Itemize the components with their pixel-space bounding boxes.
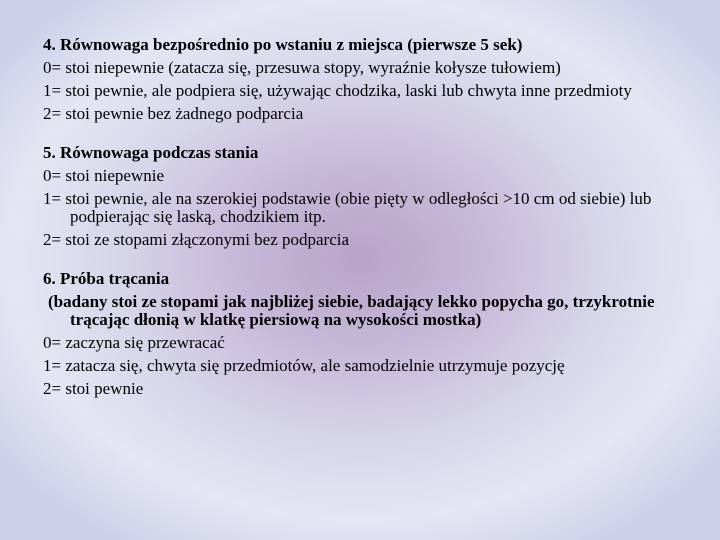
score-option-1: 1= stoi pewnie, ale na szerokiej podstawie (obie pięty w odległości >10 cm od siebie) lub podpierając się laską, chodzikiem itp. — [43, 189, 652, 226]
section-title: 4. Równowaga bezpośrednio po wstaniu z miejsca (pierwsze 5 sek) — [43, 35, 523, 54]
score-option-1: 1= zatacza się, chwyta się przedmiotów, ale samodzielnie utrzymuje pozycję — [43, 356, 565, 375]
section-6-nudge-test — [43, 270, 693, 398]
score-option-0: 0= stoi niepewnie — [43, 166, 165, 185]
section-4-balance-after-standing — [43, 36, 693, 123]
score-option-2: 2= stoi ze stopami złączonymi bez podparcia — [43, 230, 350, 249]
slide-content — [43, 36, 693, 403]
section-note: (badany stoi ze stopami jak najbliżej siebie, badający lekko popycha go, trzykrotnie trącając dłonią w klatkę piersiową na wysokości mostka) — [48, 292, 655, 329]
score-option-0: 0= zaczyna się przewracać — [43, 333, 225, 352]
score-option-2: 2= stoi pewnie — [43, 379, 144, 398]
score-option-1: 1= stoi pewnie, ale podpiera się, używając chodzika, laski lub chwyta inne przedmioty — [43, 81, 632, 100]
section-title: 6. Próba trącania — [43, 269, 170, 288]
section-title: 5. Równowaga podczas stania — [43, 143, 259, 162]
section-5-balance-standing — [43, 144, 693, 249]
score-option-0: 0= stoi niepewnie (zatacza się, przesuwa stopy, wyraźnie kołysze tułowiem) — [43, 58, 561, 77]
score-option-2: 2= stoi pewnie bez żadnego podparcia — [43, 104, 304, 123]
